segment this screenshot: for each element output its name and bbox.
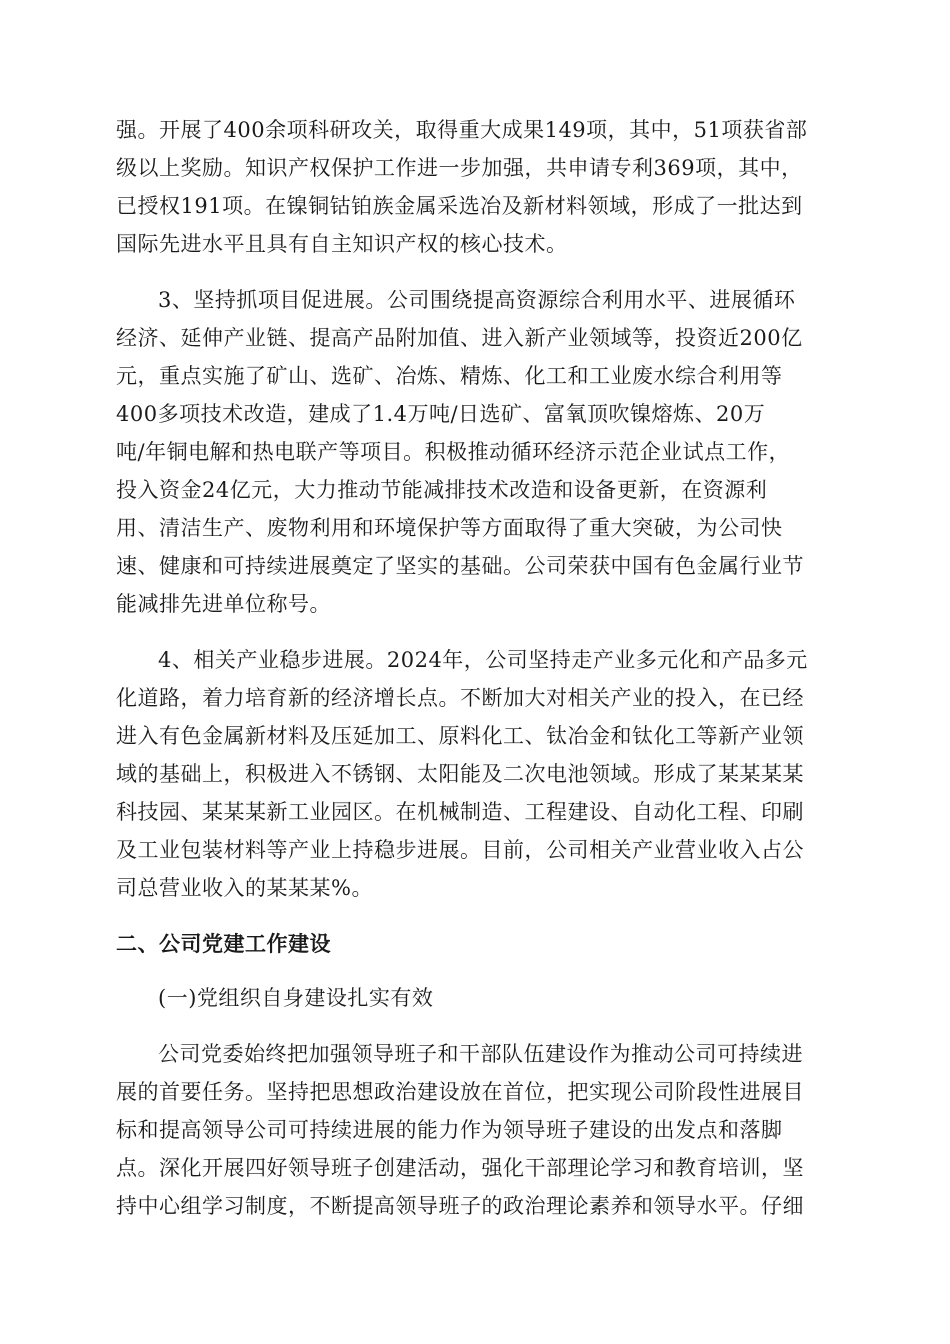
paragraph-start-line: 公司党委始终把加强领导班子和干部队伍建设作为推动公司可持续进 (158, 1042, 803, 1066)
text-line: 展的首要任务。坚持把思想政治建设放在首位，把实现公司阶段性进展目 (116, 1080, 804, 1104)
text-line: 域的基础上，积极进入不锈钢、太阳能及二次电池领域。形成了某某某某 (116, 762, 804, 786)
text-line: 元，重点实施了矿山、选矿、冶炼、精炼、化工和工业废水综合利用等 (116, 364, 783, 388)
text-line: 及工业包装材料等产业上持稳步进展。目前，公司相关产业营业收入占公 (116, 838, 804, 862)
text-line: 进入有色金属新材料及压延加工、原料化工、钛冶金和钛化工等新产业领 (116, 724, 804, 748)
text-line: 司总营业收入的某某某%。 (116, 876, 373, 900)
text-line: 持中心组学习制度，不断提高领导班子的政治理论素养和领导水平。仔细 (116, 1194, 804, 1218)
text-line: 点。深化开展四好领导班子创建活动，强化干部理论学习和教育培训，坚 (116, 1156, 804, 1180)
subsection-heading: (一)党组织自身建设扎实有效 (158, 986, 434, 1010)
text-line: 国际先进水平且具有自主知识产权的核心技术。 (116, 232, 568, 256)
text-line: 经济、延伸产业链、提高产品附加值、进入新产业领域等，投资近200亿 (116, 326, 803, 350)
text-line: 400多项技术改造，建成了1.4万吨/日选矿、富氧顶吹镍熔炼、20万 (116, 402, 766, 426)
text-line: 标和提高领导公司可持续进展的能力作为领导班子建设的出发点和落脚 (116, 1118, 783, 1142)
text-line: 强。开展了400余项科研攻关，取得重大成果149项，其中，51项获省部 (116, 118, 808, 142)
text-line: 速、健康和可持续进展奠定了坚实的基础。公司荣获中国有色金属行业节 (116, 554, 804, 578)
text-line: 已授权191项。在镍铜钴铂族金属采选冶及新材料领域，形成了一批达到 (116, 194, 803, 218)
text-line: 化道路，着力培育新的经济增长点。不断加大对相关产业的投入，在已经 (116, 686, 804, 710)
text-line: 科技园、某某某新工业园区。在机械制造、工程建设、自动化工程、印刷 (116, 800, 804, 824)
paragraph-start-line: 3、坚持抓项目促进展。公司围绕提高资源综合利用水平、进展循环 (158, 288, 796, 312)
text-line: 投入资金24亿元，大力推动节能减排技术改造和设备更新，在资源利 (116, 478, 768, 502)
paragraph-start-line: 4、相关产业稳步进展。2024年，公司坚持走产业多元化和产品多元 (158, 648, 808, 672)
text-line: 级以上奖励。知识产权保护工作进一步加强，共申请专利369项，其中， (116, 156, 803, 180)
text-line: 能减排先进单位称号。 (116, 592, 331, 616)
section-heading: 二、公司党建工作建设 (116, 932, 331, 956)
text-line: 吨/年铜电解和热电联产等项目。积极推动循环经济示范企业试点工作， (116, 440, 791, 464)
text-line: 用、清洁生产、废物利用和环境保护等方面取得了重大突破，为公司快 (116, 516, 783, 540)
